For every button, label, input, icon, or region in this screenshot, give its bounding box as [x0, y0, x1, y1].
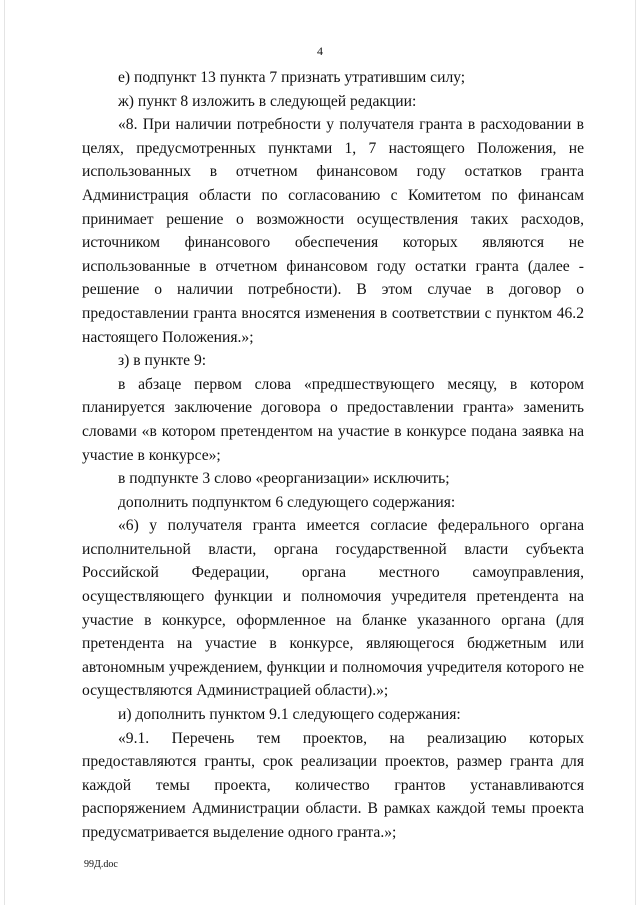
scan-edge-right — [635, 0, 636, 905]
paragraph-point-9-1: «9.1. Перечень тем проектов, на реализацию которых предоставляются гранты, срок реализации проектов, размер гранта для каждой темы проекта, количество грантов устанавливаются распоряжением Администрации области. В рамках каждой темы проекта предусматривается выделение одного гранта.»; — [82, 729, 584, 841]
paragraph-add-subpoint-6: дополнить подпунктом 6 следующего содержания: — [118, 493, 456, 511]
paragraph-subpoint-3: в подпункте 3 слово «реорганизации» исключить; — [118, 470, 450, 488]
paragraph-z: з) в пункте 9: — [118, 352, 207, 370]
document-body — [82, 66, 584, 845]
paragraph-e: е) подпункт 13 пункта 7 признать утратившим силу; — [118, 69, 466, 86]
file-name-footer: 99Д.doc — [84, 859, 118, 870]
paragraph-first-abzac: в абзаце первом слова «предшествующего месяцу, в котором планируется заключение договора о предоставлении гранта» заменить словами «в котором претендентом на участие в конкурсе подана заявка на участие в конкурсе»; — [82, 375, 584, 464]
paragraph-subpoint-6: «6) у получателя гранта имеется согласие федерального органа исполнительной власти, органа государственной власти субъекта Российской Федерации, органа местного самоуправления, осуществляющего функции и полномочия учредителя претендента на участие в конкурсе, оформленное на бланке указанного органа (для претендента на участие в конкурсе, являющегося бюджетным или автономным учреждением, функции и полномочия учредителя которого не осуществляются Администрацией области).»; — [82, 517, 584, 700]
paragraph-i: и) дополнить пунктом 9.1 следующего содержания: — [118, 706, 461, 724]
paragraph-point-8: «8. При наличии потребности у получателя гранта в расходовании в целях, предусмотренных пунктами 1, 7 настоящего Положения, не использованных в отчетном финансовом году остатков гранта Администрация области по согласованию с Комитетом по финансам принимает решение о возможности осуществления таких расходов, источником финансового обеспечения которых являются не использованные в отчетном финансовом году остатки гранта (далее - решение о наличии потребности). В этом случае в договор о предоставлении гранта вносятся изменения в соответствии с пунктом 46.2 настоящего Положения.»; — [82, 116, 584, 346]
paragraph-zh: ж) пункт 8 изложить в следующей редакции: — [118, 92, 417, 110]
scan-edge-left — [4, 0, 5, 905]
page-number: 4 — [317, 44, 323, 58]
